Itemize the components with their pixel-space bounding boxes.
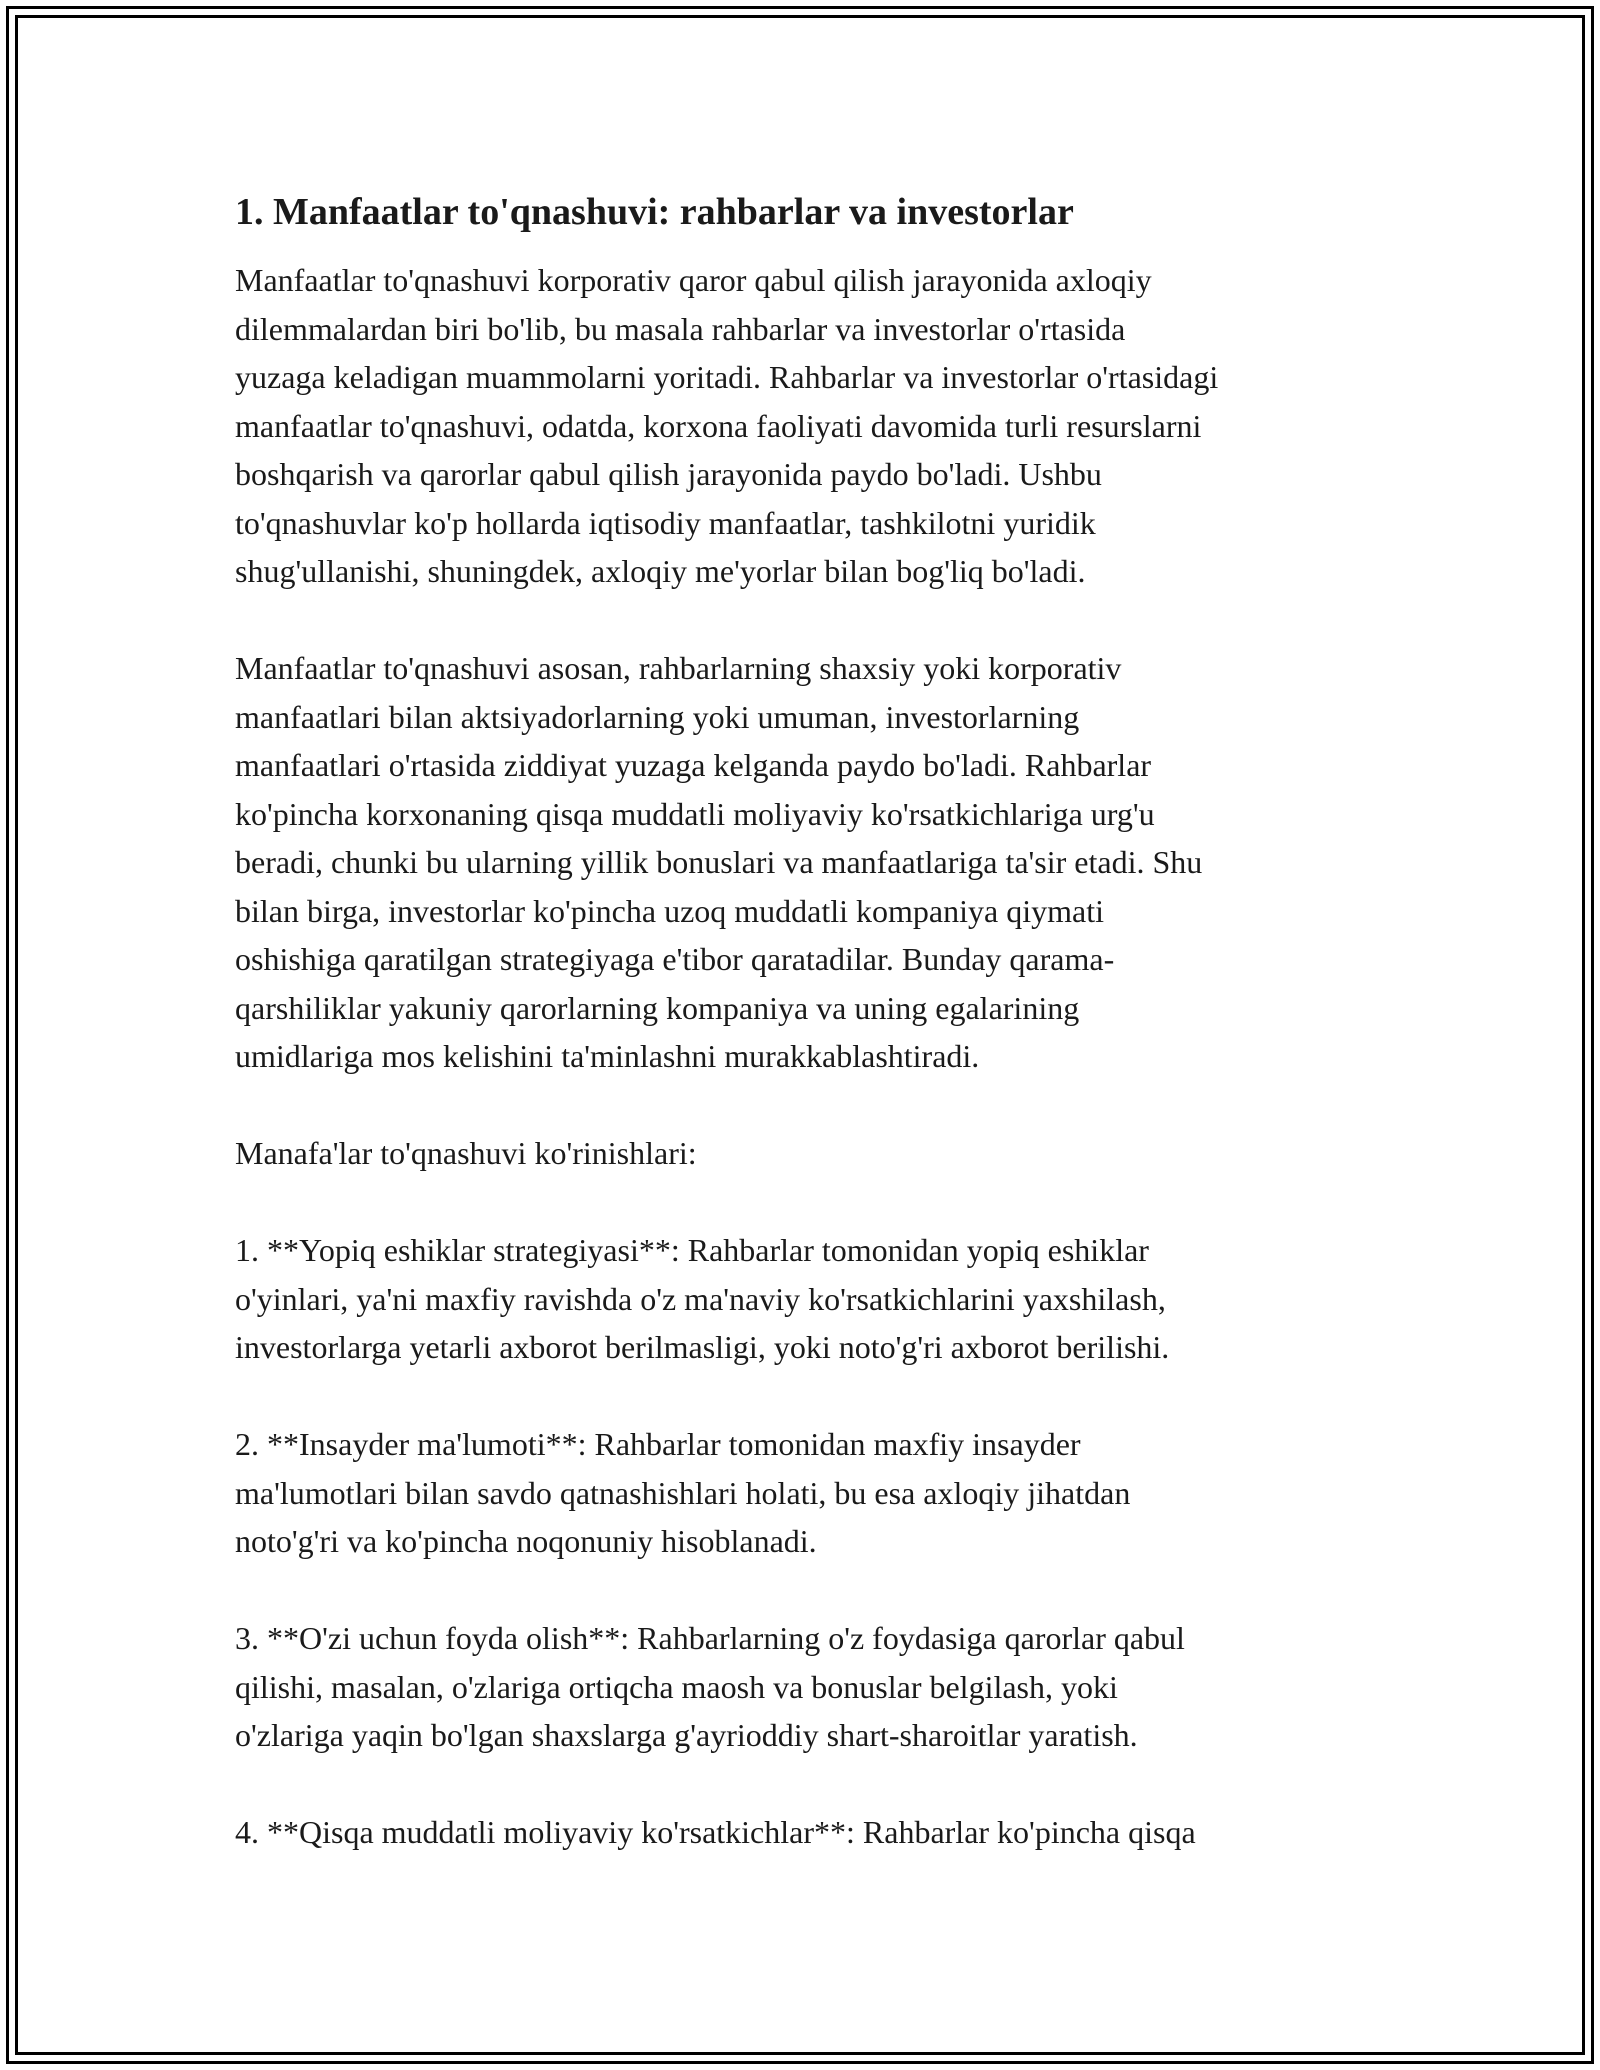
list-item-short-term-metrics: 4. **Qisqa muddatli moliyaviy ko'rsatkichlar**: Rahbarlar ko'pincha qisqa	[235, 1814, 1196, 1850]
intro-paragraph: Manfaatlar to'qnashuvi korporativ qaror qabul qilish jarayonida axloqiy dilemmalardan biri bo'lib, bu masala rahbarlar va investorlar o'rtasida yuzaga keladigan muammolarni yoritadi. Rahbarlar va investorlar o'rtasidagi manfaatlar to'qnashuvi, odatda, korxona faoliyati davomida turli resurslarni boshqarish va qarorlar qabul qilish jarayonida paydo bo'ladi. Ushbu to'qnashuvlar ko'p hollarda iqtisodiy manfaatlar, tashkilotni yuridik shug'ullanishi, shuningdek, axloqiy me'yorlar bilan bog'liq bo'ladi.	[235, 262, 1219, 589]
section-title: 1. Manfaatlar to'qnashuvi: rahbarlar va investorlar	[235, 191, 1074, 233]
explanation-paragraph: Manfaatlar to'qnashuvi asosan, rahbarlarning shaxsiy yoki korporativ manfaatlari bilan aktsiyadorlarning yoki umuman, investorlarning manfaatlari o'rtasida ziddiyat yuzaga kelganda paydo bo'ladi. Rahbarlar ko'pincha korxonaning qisqa muddatli moliyaviy ko'rsatkichlariga urg'u beradi, chunki bu ularning yillik bonuslari va manfaatlariga ta'sir etadi. Shu bilan birga, investorlar ko'pincha uzoq muddatli kompaniya qiymati oshishiga qaratilgan strategiyaga e'tibor qaratadilar. Bunday qarama- qarshiliklar yakuniy qarorlarning kompaniya va uning egalarining umidlariga mos kelishini ta'minlashni murakkablashtiradi.	[235, 650, 1203, 1074]
list-item-insider-info: 2. **Insayder ma'lumoti**: Rahbarlar tomonidan maxfiy insayder ma'lumotlari bilan savdo qatnashishlari holati, bu esa axloqiy jihatdan noto'g'ri va ko'pincha noqonuniy hisoblanadi.	[235, 1426, 1131, 1559]
list-item-closed-doors: 1. **Yopiq eshiklar strategiyasi**: Rahbarlar tomonidan yopiq eshiklar o'yinlari, ya'ni maxfiy ravishda o'z ma'naviy ko'rsatkichlarini yaxshilash, investorlarga yetarli axborot berilmasligi, yoki noto'g'ri axborot berilishi.	[235, 1232, 1170, 1365]
list-item-self-benefit: 3. **O'zi uchun foyda olish**: Rahbarlarning o'z foydasiga qarorlar qabul qilishi, masalan, o'zlariga ortiqcha maosh va bonuslar belgilash, yoki o'zlariga yaqin bo'lgan shaxslarga g'ayrioddiy shart-sharoitlar yaratish.	[235, 1620, 1185, 1753]
list-heading: Manafa'lar to'qnashuvi ko'rinishlari:	[235, 1135, 697, 1171]
document-body	[235, 186, 1375, 1905]
